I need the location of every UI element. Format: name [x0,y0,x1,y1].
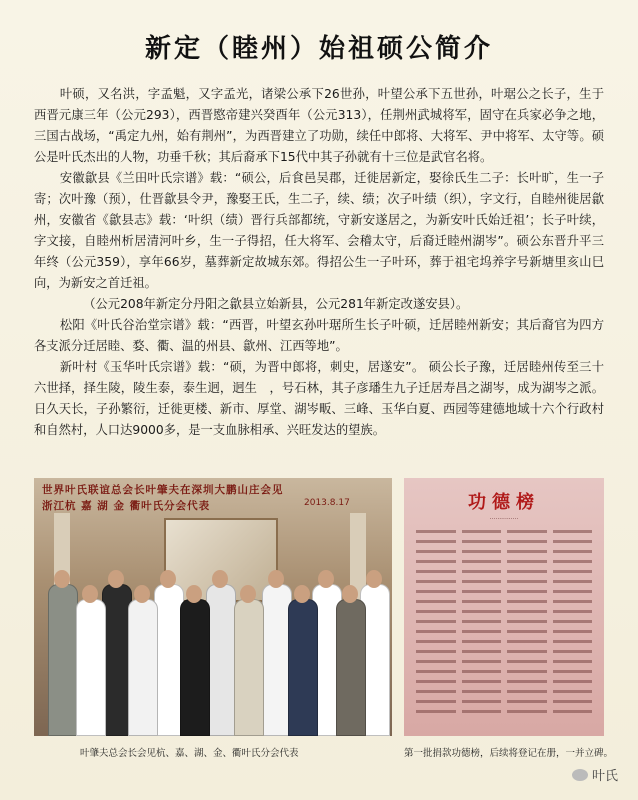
merit-board-entry [553,650,593,653]
merit-board-entry [462,540,502,543]
merit-board-entry [553,680,593,683]
merit-board-entry [462,590,502,593]
merit-board-entry [416,670,456,673]
paragraph: 安徽歙县《兰田叶氏宗谱》载：“硕公，后食邑吴郡，迁徙居新定，娶徐氏生二子：长叶旷，生一子寄；次叶豫（预），仕晋歙县令尹，豫娶王氏，生二子，续、绩；次子叶绩（织），字文行，自睦州徙居歙州，安徽省《歙县志》载：‘叶织（绩）晋行兵部都统，守新安遂居之，为新安叶氏始迁祖’；长子叶续，字文接，自睦州析居清河叶乡，生一子得招，任大将军、会稽太守，后裔迁睦州湖岑”。硕公东晋升平三年终（公元359），享年66岁，墓葬新定故城东郊。得招公生一子叶环，葬于祖宅坞养字号新塘里亥山巳向，为新安之首迁祖。 [34,171,604,290]
merit-board-entry [416,650,456,653]
merit-board-entry [462,620,502,623]
merit-board-entry [462,530,502,533]
merit-board-entry [462,690,502,693]
merit-board-entry [507,610,547,613]
merit-board-row [416,698,592,705]
merit-board-entry [507,560,547,563]
merit-board-row [416,568,592,575]
merit-board-entry [507,550,547,553]
merit-board-entry [416,690,456,693]
merit-board-entry [462,640,502,643]
merit-board-entry [507,690,547,693]
merit-board-entry [416,540,456,543]
merit-board-entry [507,570,547,573]
person-head [240,585,256,603]
merit-board-entry [416,570,456,573]
merit-board-entry [507,530,547,533]
person-head [186,585,202,603]
merit-board-row [416,528,592,535]
merit-board-entry [462,680,502,683]
merit-board-entry [553,620,593,623]
merit-board-entry [507,600,547,603]
merit-board-entry [416,590,456,593]
merit-board-entry [416,630,456,633]
merit-board-entry [462,710,502,713]
merit-board-entry [553,690,593,693]
paragraph: 新叶村《玉华叶氏宗谱》载：“硕，为晋中郎将，刺史，居遂安”。 硕公长子豫，迁居睦州传至三十六世择，择生陵，陵生泰，泰生迥，迥生 ，号石林，其子彦璠生九子迁居寿昌之湖岑，成为湖岑之派。日久天长，子孙繁衍，迁徙更楼、新市、厚堂、湖岑畈、三峰、玉华白夏、西园等建德地域十六个行政村和自然村，人口达9000多，是一支血脉相承、兴旺发达的望族。 [34,360,604,437]
merit-board-entry [416,700,456,703]
merit-board-entry [416,560,456,563]
merit-board-entry [507,580,547,583]
merit-board-row [416,648,592,655]
person-figure [206,584,236,736]
merit-board-entry [507,620,547,623]
merit-board-entry [416,530,456,533]
merit-board-entry [507,630,547,633]
merit-board-entry [416,660,456,663]
merit-board-entry [507,660,547,663]
merit-board-entry [462,600,502,603]
merit-board-row [416,588,592,595]
merit-board-entry [553,700,593,703]
merit-board-row [416,668,592,675]
wechat-logo [572,765,618,784]
person-head [294,585,310,603]
merit-board-row [416,688,592,695]
photo-banner-line1: 世界叶氏联谊总会长叶肇夫在深圳大鹏山庄会见 [42,484,284,496]
merit-board-row [416,618,592,625]
paragraph: 叶硕，又名洪，字孟魁，又字孟光，诸梁公承下26世孙，叶望公承下五世孙，叶琚公之长子，生于西晋元康三年（公元293），西晋愍帝建兴癸酉年（公元313），任荆州武城将军，固守在兵家必争之地，三国古战场，“禹定九州，始有荆州”，为西晋建立了功勋，续任中郎将、大将军、尹中将军、太守等。硕公是叶氏杰出的人物，功垂千秋；其后裔承下15代中其子孙就有十三位是武官名将。 [34,87,604,164]
merit-board-row [416,638,592,645]
merit-board-entry [462,550,502,553]
merit-board-entry [416,600,456,603]
merit-board-entry [416,580,456,583]
merit-board-entry [462,610,502,613]
person-figure [48,584,78,736]
merit-board-entry [462,630,502,633]
photo-date: 2013.8.17 [304,498,350,508]
merit-board-entry [553,530,593,533]
merit-board-entry [507,540,547,543]
person-figure [76,599,106,736]
person-figure [180,599,210,736]
merit-board-entry [507,640,547,643]
person-head [318,570,334,588]
article-body [34,84,604,441]
person-head [54,570,70,588]
person-figure [128,599,158,736]
person-head [108,570,124,588]
merit-board-list [416,528,592,718]
merit-board-row [416,548,592,555]
merit-board-entry [416,610,456,613]
merit-board-caption: 第一批捐款功德榜，后续将登记在册，一并立碑。 [404,748,614,759]
paragraph: 松阳《叶氏谷治堂宗谱》载：“西晋，叶望玄孙叶琚所生长子叶硕，迁居睦州新安；其后裔官为四方各支派分迁居睦、婺、衢、温的州县、歙州、江西等地”。 [34,318,604,353]
merit-board-entry [507,650,547,653]
merit-board-entry [462,700,502,703]
person-figure [336,599,366,736]
person-head [268,570,284,588]
wechat-icon [572,769,588,781]
merit-board-entry [507,700,547,703]
merit-board-entry [553,580,593,583]
merit-board-entry [462,670,502,673]
merit-board-entry [507,590,547,593]
person-head [212,570,228,588]
merit-board-entry [416,640,456,643]
merit-board-entry [553,600,593,603]
merit-board-entry [462,660,502,663]
merit-board-row [416,628,592,635]
merit-board-entry [507,680,547,683]
merit-board-entry [553,570,593,573]
merit-board-entry [507,670,547,673]
logo-text: 叶氏 [591,769,618,784]
merit-board-row [416,708,592,715]
merit-board-entry [416,680,456,683]
merit-board-row [416,658,592,665]
person-head [160,570,176,588]
merit-board-entry [553,610,593,613]
person-head [82,585,98,603]
merit-board-entry [416,710,456,713]
merit-board-entry [462,650,502,653]
merit-board-title: 功德榜 [468,492,540,513]
photo-caption: 叶肇夫总会长会见杭、嘉、湖、金、衢叶氏分会代表 [80,748,299,759]
person-head [134,585,150,603]
merit-board-entry [416,620,456,623]
merit-board-row [416,538,592,545]
merit-board-row [416,558,592,565]
merit-board-entry [462,560,502,563]
merit-board-entry [416,550,456,553]
merit-board-entry [553,670,593,673]
merit-board-entry [553,550,593,553]
person-head [342,585,358,603]
photo-banner-line2: 浙江杭 嘉 湖 金 衢叶氏分会代表 [42,500,211,512]
merit-board-entry [553,630,593,633]
person-figure [234,599,264,736]
merit-board-row [416,578,592,585]
merit-board-row [416,608,592,615]
person-figure [288,599,318,736]
merit-board-subtitle-decoration: ··············· [489,516,519,523]
paragraph-note: （公元208年新定分丹阳之歙县立始新县，公元281年新定改遂安县）。 [83,297,469,311]
merit-board-entry [553,590,593,593]
merit-board-entry [553,710,593,713]
group-photo [34,478,392,736]
merit-board-row [416,598,592,605]
merit-board-photo [404,478,604,736]
merit-board-entry [462,570,502,573]
merit-board-row [416,678,592,685]
merit-board-entry [553,640,593,643]
page-title: 新定（睦州）始祖硕公简介 [144,34,493,64]
merit-board-entry [507,710,547,713]
merit-board-entry [553,540,593,543]
merit-board-entry [553,660,593,663]
merit-board-entry [462,580,502,583]
person-head [366,570,382,588]
merit-board-entry [553,560,593,563]
